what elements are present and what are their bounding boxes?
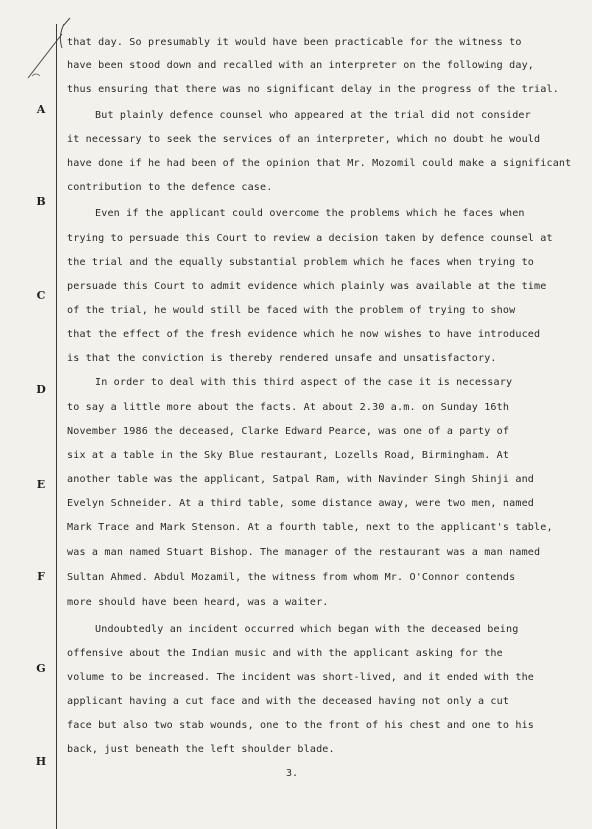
text-line: the trial and the equally substantial problem which he faces when trying to — [67, 257, 535, 268]
margin-letter-e: E — [36, 478, 46, 491]
text-line: But plainly defence counsel who appeared at the trial did not consider — [95, 110, 531, 121]
text-line: Undoubtedly an incident occurred which began with the deceased being — [95, 624, 519, 635]
text-line: back, just beneath the left shoulder blade. — [67, 744, 335, 755]
margin-rule — [56, 24, 57, 829]
margin-letter-h: H — [35, 755, 47, 768]
text-line: is that the conviction is thereby rendered unsafe and unsatisfactory. — [67, 353, 497, 364]
text-line: applicant having a cut face and with the deceased having not only a cut — [67, 696, 510, 707]
text-line: another table was the applicant, Satpal Ram, with Navinder Singh Shinji and — [67, 474, 535, 485]
margin-letter-g: G — [36, 662, 46, 675]
text-line: six at a table in the Sky Blue restaurant, Lozells Road, Birmingham. At — [67, 450, 510, 461]
text-line: thus ensuring that there was no significant delay in the progress of the trial. — [67, 84, 559, 95]
margin-letter-d: D — [36, 383, 46, 396]
text-line: that day. So presumably it would have been practicable for the witness to — [67, 37, 522, 48]
text-line: of the trial, he would still be faced with the problem of trying to show — [67, 305, 516, 316]
margin-letter-b: B — [36, 195, 46, 208]
page-number: 3. — [286, 768, 299, 779]
text-line: trying to persuade this Court to review a decision taken by defence counsel at — [67, 233, 553, 244]
text-line: Evelyn Schneider. At a third table, some distance away, were two men, named — [67, 498, 535, 509]
text-line: that the effect of the fresh evidence which he now wishes to have introduced — [67, 329, 541, 340]
text-line: have done if he had been of the opinion that Mr. Mozomil could make a significant — [67, 158, 572, 169]
text-line: it necessary to seek the services of an interpreter, which no doubt he would — [67, 134, 541, 145]
text-line: more should have been heard, was a waiter. — [67, 597, 329, 608]
margin-letter-f: F — [37, 570, 45, 583]
margin-letter-a: A — [36, 103, 46, 116]
text-line: was a man named Stuart Bishop. The manager of the restaurant was a man named — [67, 547, 541, 558]
text-line: contribution to the defence case. — [67, 182, 273, 193]
text-line: face but also two stab wounds, one to the front of his chest and one to his — [67, 720, 535, 731]
text-line: have been stood down and recalled with an interpreter on the following day, — [67, 60, 535, 71]
text-line: persuade this Court to admit evidence which plainly was available at the time — [67, 281, 547, 292]
text-line: to say a little more about the facts. At about 2.30 a.m. on Sunday 16th — [67, 402, 510, 413]
text-line: In order to deal with this third aspect of the case it is necessary — [95, 377, 513, 388]
text-line: Sultan Ahmed. Abdul Mozamil, the witness from whom Mr. O'Connor contends — [67, 572, 516, 583]
text-line: Even if the applicant could overcome the problems which he faces when — [95, 208, 525, 219]
margin-scribble — [18, 14, 78, 84]
text-line: offensive about the Indian music and with the applicant asking for the — [67, 648, 503, 659]
text-line: Mark Trace and Mark Stenson. At a fourth table, next to the applicant's table, — [67, 522, 553, 533]
text-line: volume to be increased. The incident was short-lived, and it ended with the — [67, 672, 535, 683]
text-line: November 1986 the deceased, Clarke Edward Pearce, was one of a party of — [67, 426, 510, 437]
margin-letter-c: C — [36, 289, 46, 302]
